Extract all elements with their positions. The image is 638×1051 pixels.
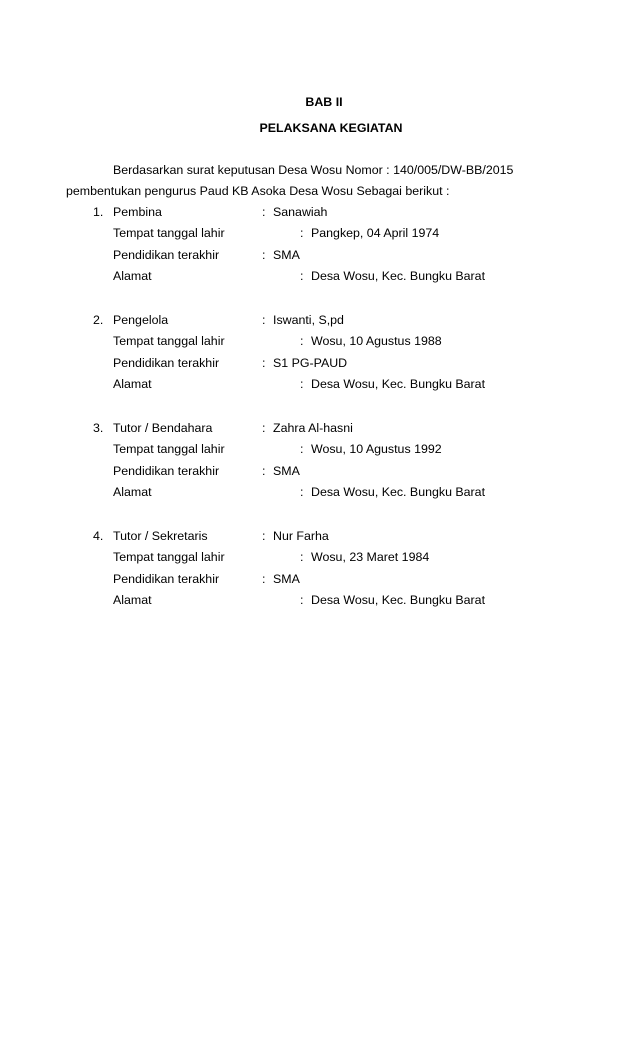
address-row xyxy=(0,377,638,395)
role-row xyxy=(0,313,638,331)
person-name: Nur Farha xyxy=(273,529,329,543)
birth-value: Wosu, 23 Maret 1984 xyxy=(311,550,430,564)
entry-number: 1. xyxy=(93,205,104,219)
role-label: Tutor / Sekretaris xyxy=(113,529,208,543)
education-label: Pendidikan terakhir xyxy=(113,464,220,478)
colon-separator: : xyxy=(262,421,266,435)
colon-separator: : xyxy=(262,248,266,262)
birth-row xyxy=(0,442,638,460)
role-label: Pembina xyxy=(113,205,162,219)
birth-row xyxy=(0,226,638,244)
address-label: Alamat xyxy=(113,593,152,607)
address-label: Alamat xyxy=(113,485,152,499)
address-value: Desa Wosu, Kec. Bungku Barat xyxy=(311,593,486,607)
person-name: Zahra Al-hasni xyxy=(273,421,353,435)
entry-number: 4. xyxy=(93,529,104,543)
birth-label: Tempat tanggal lahir xyxy=(113,334,225,348)
education-label: Pendidikan terakhir xyxy=(113,572,220,586)
colon-separator: : xyxy=(262,529,266,543)
birth-label: Tempat tanggal lahir xyxy=(113,442,225,456)
education-value: SMA xyxy=(273,464,300,478)
address-value: Desa Wosu, Kec. Bungku Barat xyxy=(311,377,486,391)
colon-separator: : xyxy=(262,572,266,586)
role-row xyxy=(0,529,638,547)
address-label: Alamat xyxy=(113,377,152,391)
education-row xyxy=(0,356,638,374)
birth-label: Tempat tanggal lahir xyxy=(113,550,225,564)
address-row xyxy=(0,269,638,287)
entry-number: 2. xyxy=(93,313,104,327)
colon-separator: : xyxy=(300,593,304,607)
education-value: S1 PG-PAUD xyxy=(273,356,348,370)
colon-separator: : xyxy=(300,334,304,348)
birth-value: Wosu, 10 Agustus 1988 xyxy=(311,334,442,348)
colon-separator: : xyxy=(262,464,266,478)
entry-number: 3. xyxy=(93,421,104,435)
colon-separator: : xyxy=(300,226,304,240)
education-row xyxy=(0,572,638,590)
birth-row xyxy=(0,550,638,568)
education-value: SMA xyxy=(273,248,300,262)
education-value: SMA xyxy=(273,572,300,586)
intro-line-2: pembentukan pengurus Paud KB Asoka Desa Wosu Sebagai berikut : xyxy=(66,184,450,198)
address-row xyxy=(0,485,638,503)
address-value: Desa Wosu, Kec. Bungku Barat xyxy=(311,269,486,283)
birth-value: Pangkep, 04 April 1974 xyxy=(311,226,440,240)
chapter-heading: BAB II xyxy=(305,95,343,109)
birth-row xyxy=(0,334,638,352)
colon-separator: : xyxy=(300,442,304,456)
section-title: PELAKSANA KEGIATAN xyxy=(259,121,403,135)
birth-label: Tempat tanggal lahir xyxy=(113,226,225,240)
education-row xyxy=(0,248,638,266)
person-name: Sanawiah xyxy=(273,205,328,219)
birth-value: Wosu, 10 Agustus 1992 xyxy=(311,442,442,456)
education-label: Pendidikan terakhir xyxy=(113,356,220,370)
colon-separator: : xyxy=(300,377,304,391)
role-label: Tutor / Bendahara xyxy=(113,421,213,435)
intro-line-1: Berdasarkan surat keputusan Desa Wosu Nomor : 140/005/DW-BB/2015 xyxy=(113,163,514,177)
person-name: Iswanti, S,pd xyxy=(273,313,344,327)
colon-separator: : xyxy=(262,356,266,370)
colon-separator: : xyxy=(262,205,266,219)
colon-separator: : xyxy=(300,485,304,499)
role-row xyxy=(0,205,638,223)
colon-separator: : xyxy=(300,550,304,564)
address-value: Desa Wosu, Kec. Bungku Barat xyxy=(311,485,486,499)
role-row xyxy=(0,421,638,439)
address-row xyxy=(0,593,638,611)
colon-separator: : xyxy=(262,313,266,327)
colon-separator: : xyxy=(300,269,304,283)
address-label: Alamat xyxy=(113,269,152,283)
role-label: Pengelola xyxy=(113,313,169,327)
education-label: Pendidikan terakhir xyxy=(113,248,220,262)
education-row xyxy=(0,464,638,482)
